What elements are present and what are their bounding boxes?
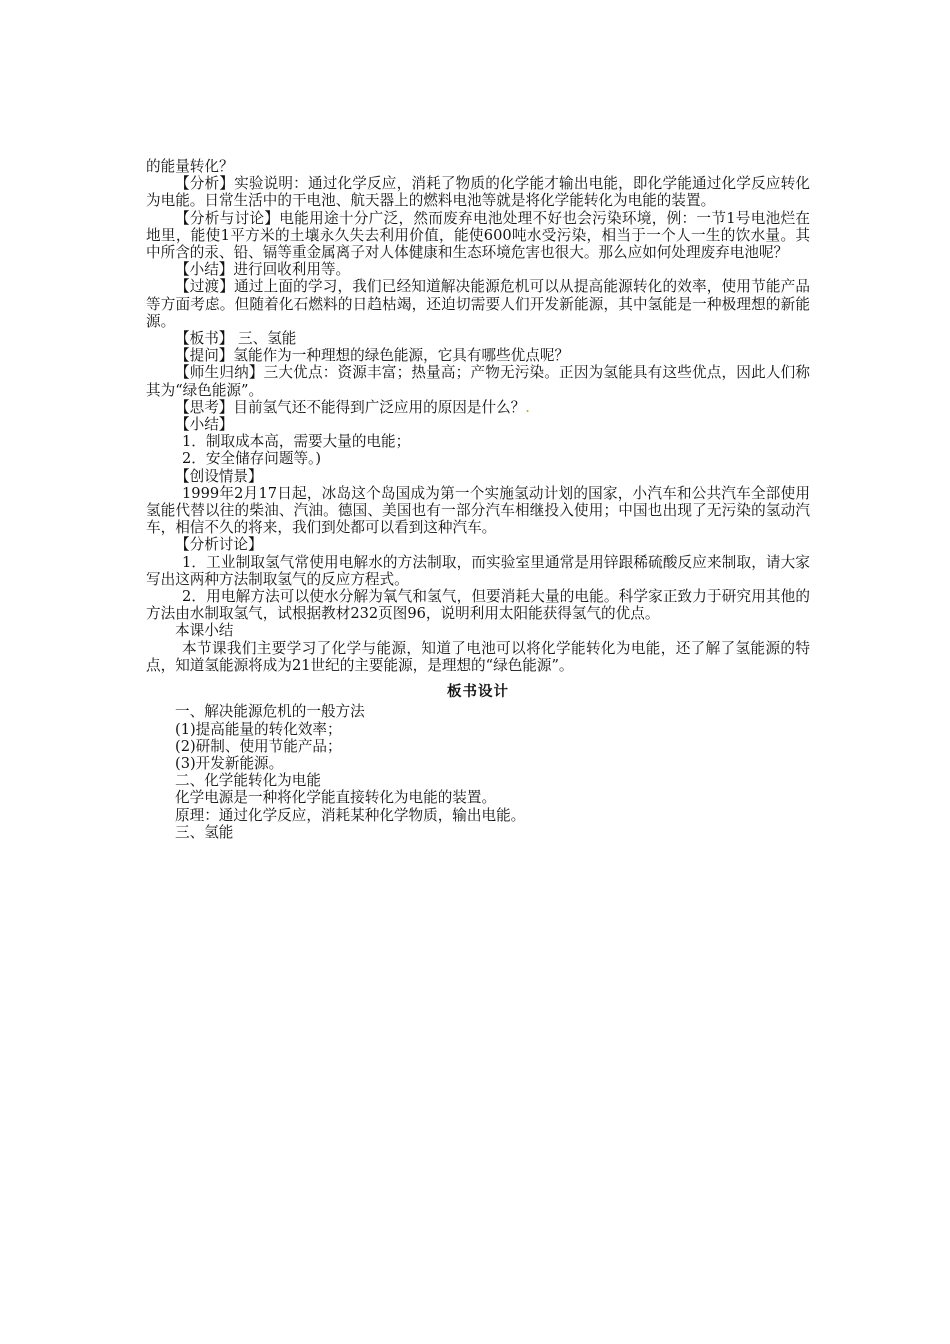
paragraph-discussion-1: 1．工业制取氢气常使用电解水的方法制取，而实验室里通常是用锌跟稀硫酸反应来制取，请大家写出这两种方法制取氢气的反应方程式。	[146, 553, 810, 588]
paragraph-scenario-heading: 【创设情景】	[175, 467, 263, 485]
paragraph-scenario: 1999年2月17日起，冰岛这个岛国成为第一个实施氢动计划的国家，小汽车和公共汽车全部使用氢能代替以往的柴油、汽油。德国、美国也有一部分汽车相继投入使用；中国也出现了无污染的氢动汽车，相信不久的将来，我们到处都可以看到这种汽车。	[146, 484, 810, 537]
paragraph-lesson-summary-heading: 本课小结	[175, 622, 234, 640]
list-item-cost: 1．制取成本高，需要大量的电能；	[182, 433, 411, 451]
paragraph-summary-heading: 【小结】	[175, 416, 234, 434]
paragraph-analysis: 【分析】实验说明：通过化学反应，消耗了物质的化学能才输出电能，即化学能通过化学反应转化为电能。日常生活中的干电池、航天器上的燃料电池等就是将化学能转化为电能的装置。	[146, 175, 810, 210]
paragraph-think	[146, 399, 810, 416]
paragraph-transition: 【过渡】通过上面的学习，我们已经知道解决能源危机可以从提高能源转化的效率，使用节能产品等方面考虑。但随着化石燃料的日趋枯竭，还迫切需要人们开发新能源，其中氢能是一种极理想的新能源。	[146, 278, 810, 330]
board-design-title: 板书设计	[447, 684, 509, 701]
paragraph-board-hydrogen: 【板书】 三、氢能	[175, 330, 297, 348]
paragraph-analysis-discussion: 【分析与讨论】电能用途十分广泛，然而废弃电池处理不好也会污染环境，例：一节1号电池烂在地里，能使1平方米的土壤永久失去利用价值，能使600吨水受污染，相当于一个人一生的饮水量。其中所含的汞、铅、镉等重金属离子对人体健康和生态环境危害也很大。那么应如何处理废弃电池呢？	[146, 209, 810, 262]
stray-dot-mark: .	[525, 398, 530, 416]
paragraph-discussion-2: 2．用电解方法可以使水分解为氧气和氢气，但要消耗大量的电能。科学家正致力于研究用其他的方法由水制取氢气，试根据教材232页图96，说明利用太阳能获得氢气的优点。	[146, 588, 810, 623]
board-line: 原理：通过化学反应，消耗某种化学物质，输出电能。	[175, 806, 526, 824]
list-item-storage: 2．安全储存问题等。)	[182, 450, 322, 468]
document-page	[146, 158, 810, 841]
board-design-list	[146, 703, 810, 841]
paragraph-summary-recycle: 【小结】进行回收利用等。	[175, 261, 351, 279]
board-line: 化学电源是一种将化学能直接转化为电能的装置。	[175, 789, 497, 807]
paragraph-lesson-summary: 本节课我们主要学习了化学与能源，知道了电池可以将化学能转化为电能，还了解了氢能源的特点，知道氢能源将成为21世纪的主要能源，是理想的“绿色能源”。	[146, 639, 810, 674]
board-line: 三、氢能	[175, 823, 234, 841]
paragraph-teacher-student-summary: 【师生归纳】三大优点：资源丰富；热量高；产物无污染。正因为氢能具有这些优点，因此人们称其为“绿色能源”。	[146, 364, 810, 399]
board-line: (3)开发新能源。	[175, 754, 284, 772]
board-line: 二、化学能转化为电能	[175, 772, 321, 790]
paragraph-question: 【提问】氢能作为一种理想的绿色能源，它具有哪些优点呢？	[175, 347, 570, 365]
board-line: 一、解决能源危机的一般方法	[175, 703, 365, 721]
think-text: 【思考】目前氢气还不能得到广泛应用的原因是什么？	[175, 398, 526, 416]
paragraph-intro-fragment: 的能量转化？	[146, 158, 234, 175]
paragraph-discussion-heading: 【分析讨论】	[175, 536, 263, 554]
board-line: (1)提高能量的转化效率；	[175, 720, 342, 738]
board-line: (2)研制、使用节能产品；	[175, 737, 342, 755]
